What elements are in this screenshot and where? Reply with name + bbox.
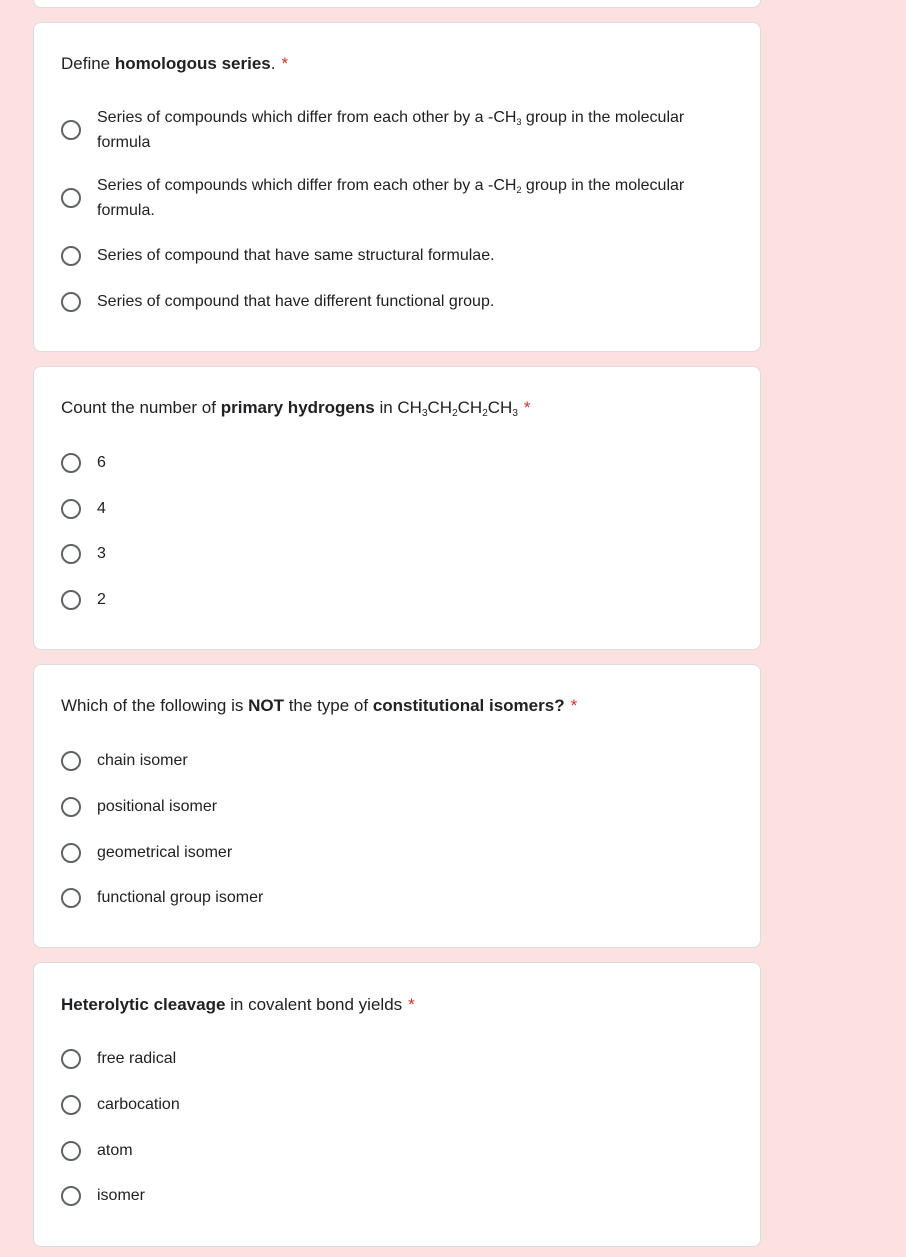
radio-option[interactable] [61, 1046, 740, 1071]
required-asterisk: * [570, 696, 578, 715]
option-label: 4 [97, 500, 106, 517]
radio-option[interactable] [61, 450, 740, 475]
radio-option[interactable] [61, 794, 740, 819]
option-label: 2 [97, 591, 106, 608]
radio-button-icon[interactable] [61, 453, 81, 473]
question-title: Which of the following is NOT the type of constitutional isomers? * [61, 696, 578, 715]
radio-button-icon[interactable] [61, 1049, 81, 1069]
option-label: chain isomer [97, 752, 188, 769]
radio-option[interactable] [61, 1183, 740, 1208]
option-label: 3 [97, 545, 106, 562]
chemical-formula: $CH_3CH_2CH_2CH_3$ [397, 398, 518, 419]
radio-button-icon[interactable] [61, 1095, 81, 1115]
radio-button-icon[interactable] [61, 843, 81, 863]
question-card-heterolytic-cleavage [33, 962, 761, 1247]
radio-option[interactable] [61, 289, 740, 314]
radio-button-icon[interactable] [61, 246, 81, 266]
question-card-homologous-series [33, 22, 761, 352]
radio-option[interactable] [61, 496, 740, 521]
option-label: Series of compound that have same structural formulae. [97, 247, 495, 264]
radio-option[interactable] [61, 173, 740, 223]
radio-button-icon[interactable] [61, 751, 81, 771]
question-card-constitutional-isomers [33, 664, 761, 948]
radio-button-icon[interactable] [61, 797, 81, 817]
option-label: free radical [97, 1050, 177, 1067]
question-title: Count the number of primary hydrogens in $CH_3CH_2CH_2CH_3$ * [61, 398, 531, 419]
radio-option[interactable] [61, 885, 740, 910]
radio-option[interactable] [61, 541, 740, 566]
radio-option[interactable] [61, 243, 740, 268]
radio-button-icon[interactable] [61, 1141, 81, 1161]
option-label: Series of compounds which differ from each other by a $-CH_3$ group in the molecular formula [97, 109, 685, 151]
radio-option[interactable] [61, 587, 740, 612]
radio-button-icon[interactable] [61, 888, 81, 908]
option-label: Series of compounds which differ from each other by a $-CH_2$ group in the molecular formula. [97, 177, 685, 219]
previous-question-card [33, 0, 761, 8]
option-label: functional group isomer [97, 889, 264, 906]
radio-option[interactable] [61, 105, 740, 155]
required-asterisk: * [523, 398, 531, 417]
radio-button-icon[interactable] [61, 1186, 81, 1206]
radio-option[interactable] [61, 840, 740, 865]
option-label: isomer [97, 1187, 146, 1204]
question-title: Define homologous series. * [61, 54, 289, 73]
radio-button-icon[interactable] [61, 590, 81, 610]
radio-option[interactable] [61, 1138, 740, 1163]
required-asterisk: * [408, 995, 415, 1014]
radio-option[interactable] [61, 748, 740, 773]
radio-button-icon[interactable] [61, 120, 81, 140]
question-title: Heterolytic cleavage in covalent bond yields * [61, 995, 415, 1014]
radio-button-icon[interactable] [61, 499, 81, 519]
required-asterisk: * [281, 54, 289, 73]
option-label: positional isomer [97, 798, 218, 815]
option-label: carbocation [97, 1096, 180, 1113]
radio-button-icon[interactable] [61, 292, 81, 312]
radio-option[interactable] [61, 1092, 740, 1117]
question-card-primary-hydrogens [33, 366, 761, 650]
option-label: geometrical isomer [97, 844, 233, 861]
radio-button-icon[interactable] [61, 544, 81, 564]
option-label: 6 [97, 454, 106, 471]
radio-button-icon[interactable] [61, 188, 81, 208]
option-label: Series of compound that have different functional group. [97, 293, 495, 310]
option-label: atom [97, 1142, 133, 1159]
